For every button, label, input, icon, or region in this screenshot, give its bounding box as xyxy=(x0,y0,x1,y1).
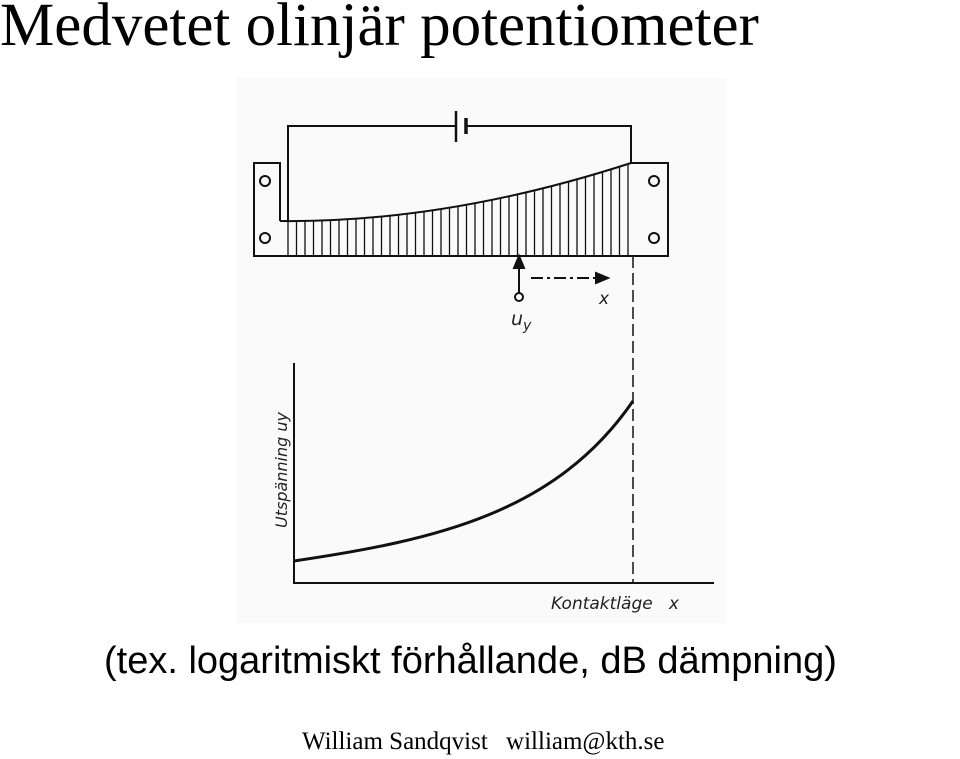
scan-background xyxy=(236,78,726,623)
author-name: William Sandqvist xyxy=(302,728,488,755)
footer xyxy=(302,728,664,756)
output-voltage-label: $u_y$ xyxy=(511,308,532,334)
x-arrow-label: x xyxy=(599,289,610,309)
y-axis-label: Utspänning uy xyxy=(272,412,291,528)
caption: (tex. logaritmiskt förhållande, dB dämpning) xyxy=(104,640,837,682)
potentiometer-figure xyxy=(236,78,726,623)
author-email: william@kth.se xyxy=(506,728,665,755)
page-title: Medvetet olinjär potentiometer xyxy=(0,0,759,59)
x-axis-label: Kontaktläge x xyxy=(551,594,679,614)
